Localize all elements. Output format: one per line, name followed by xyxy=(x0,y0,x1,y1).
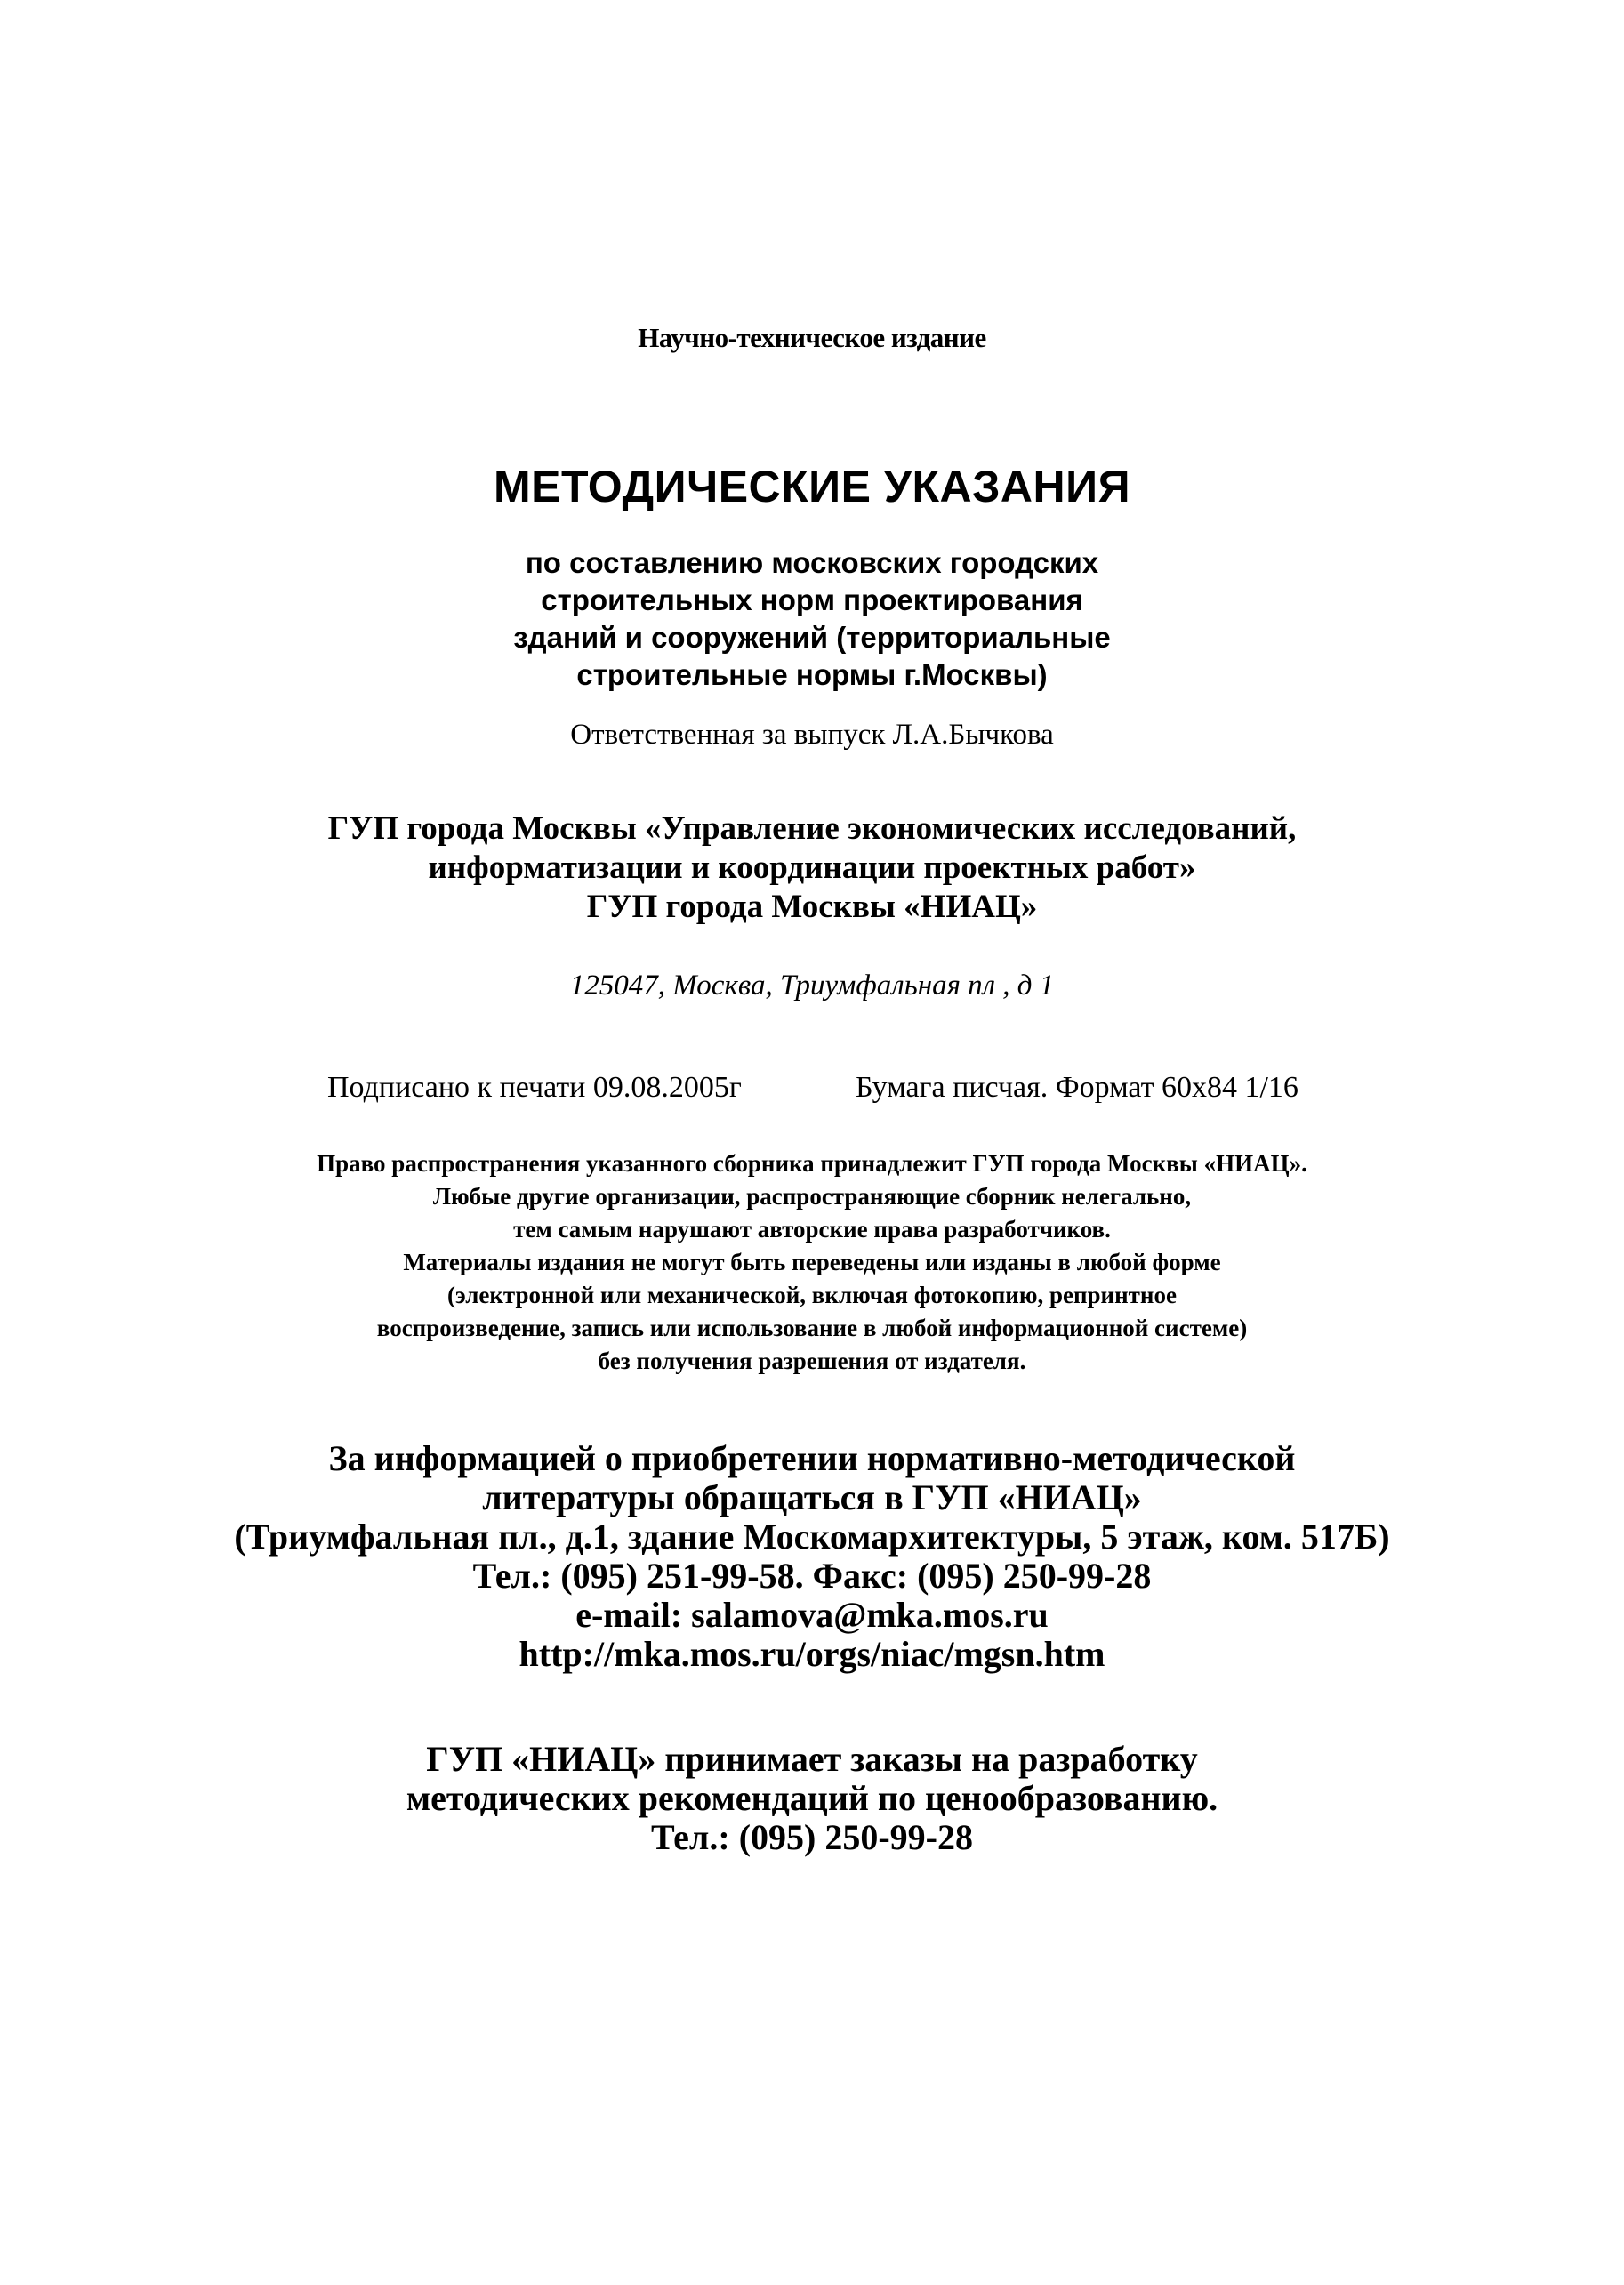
orders-line: ГУП «НИАЦ» принимает заказы на разработку xyxy=(426,1739,1198,1779)
publisher-line: ГУП города Москвы «НИАЦ» xyxy=(586,889,1038,925)
copyright-notice xyxy=(0,1147,1624,1378)
publisher-line: информатизации и координации проектных работ» xyxy=(428,849,1196,886)
contact-info xyxy=(0,1439,1624,1674)
rights-line: Материалы издания не могут быть переведены или изданы в любой форме xyxy=(403,1249,1221,1275)
document-subtitle xyxy=(0,544,1624,694)
rights-line: Право распространения указанного сборника принадлежит ГУП города Москвы «НИАЦ». xyxy=(317,1150,1307,1177)
contact-url: http://mka.mos.ru/orgs/niac/mgsn.htm xyxy=(519,1634,1105,1674)
rights-line: (электронной или механической, включая фотокопию, репринтное xyxy=(447,1282,1177,1308)
document-title: МЕТОДИЧЕСКИЕ УКАЗАНИЯ xyxy=(493,462,1131,511)
contact-email: e-mail: salamova@mka.mos.ru xyxy=(575,1595,1049,1635)
orders-line: методических рекомендаций по ценообразованию. xyxy=(406,1778,1218,1818)
publisher-info xyxy=(0,809,1624,927)
rights-line: тем самым нарушают авторские права разработчиков. xyxy=(513,1216,1111,1243)
print-signed-date: Подписано к печати 09.08.2005г xyxy=(327,1071,742,1104)
rights-line: Любые другие организации, распространяющие сборник нелегально, xyxy=(432,1183,1192,1210)
rights-line: без получения разрешения от издателя. xyxy=(598,1348,1026,1374)
subtitle-line: зданий и сооружений (территориальные xyxy=(513,621,1111,654)
contact-line: (Триумфальная пл., д.1, здание Москомархитектуры, 5 этаж, ком. 517Б) xyxy=(234,1517,1390,1557)
subtitle-line: строительных норм проектирования xyxy=(541,583,1083,616)
orders-info xyxy=(0,1740,1624,1857)
subtitle-line: строительные нормы г.Москвы) xyxy=(576,658,1048,691)
publisher-address: 125047, Москва, Триумфальная пл , д 1 xyxy=(569,970,1055,1002)
publication-type: Научно-техническое издание xyxy=(638,322,986,353)
subtitle-line: по составлению московских городских xyxy=(525,546,1099,579)
contact-line: литературы обращаться в ГУП «НИАЦ» xyxy=(482,1477,1142,1517)
rights-line: воспроизведение, запись или использование в любой информационной системе) xyxy=(376,1315,1248,1341)
contact-line: За информацией о приобретении нормативно-методической xyxy=(328,1438,1296,1478)
orders-phone: Тел.: (095) 250-99-28 xyxy=(651,1817,973,1857)
paper-format: Бумага писчая. Формат 60х84 1/16 xyxy=(856,1071,1298,1104)
responsible-editor: Ответственная за выпуск Л.А.Бычкова xyxy=(570,719,1054,751)
contact-phone: Тел.: (095) 251-99-58. Факс: (095) 250-99-28 xyxy=(472,1556,1152,1596)
publisher-line: ГУП города Москвы «Управление экономических исследований, xyxy=(327,810,1297,847)
